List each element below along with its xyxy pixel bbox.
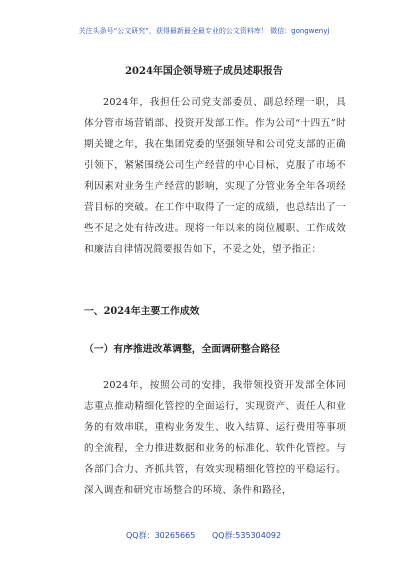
footer-qq-group-2: QQ群:535304092	[212, 531, 282, 540]
footer-qq-group-1: QQ群：30265665	[126, 531, 196, 540]
section-heading-1: 一、2024年主要工作成效	[84, 306, 200, 317]
intro-paragraph: 2024年，我担任公司党支部委员、副总经理一职，具体分管市场营销部、投资开发部工作。作为公司“十四五”时期关键之年，我在集团党委的坚强领导和公司党支部的正确引领下，紧紧围绕公司生产经营的中心目标，克服了市场不利因素对业务生产经营的影响，实现了分管业务全年各项经营目标的突破。在工作中取得了一定的成绩，也总结出了一些不足之处有待改进。现将一年以来的岗位履职、工作成效和廉洁自律情况简要报告如下，不妥之处，望予指正：	[84, 97, 346, 255]
body-paragraph: 2024年，按照公司的安排，我带领投资开发部全体同志重点推动精细化管控的全面运行，实现资产、责任人和业务的有效串联，重构业务发生、收入结算、运行费用等事项的全流程，全力推进数据和业务的标准化、软件化管控。与各部门合力、齐抓共管，有效实现精细化管控的平稳运行。深入调查和研究市场整合的环境、条件和路径，	[84, 380, 346, 496]
header-promo-note: 关注头条号“公文研究”，获得最新最全最专业的公文资料库！ 微信：gongwenyj	[78, 27, 330, 35]
document-title: 2024年国企领导班子成员述职报告	[125, 66, 283, 77]
subsection-heading-1: （一）有序推进改革调整，全面调研整合路径	[84, 344, 280, 355]
